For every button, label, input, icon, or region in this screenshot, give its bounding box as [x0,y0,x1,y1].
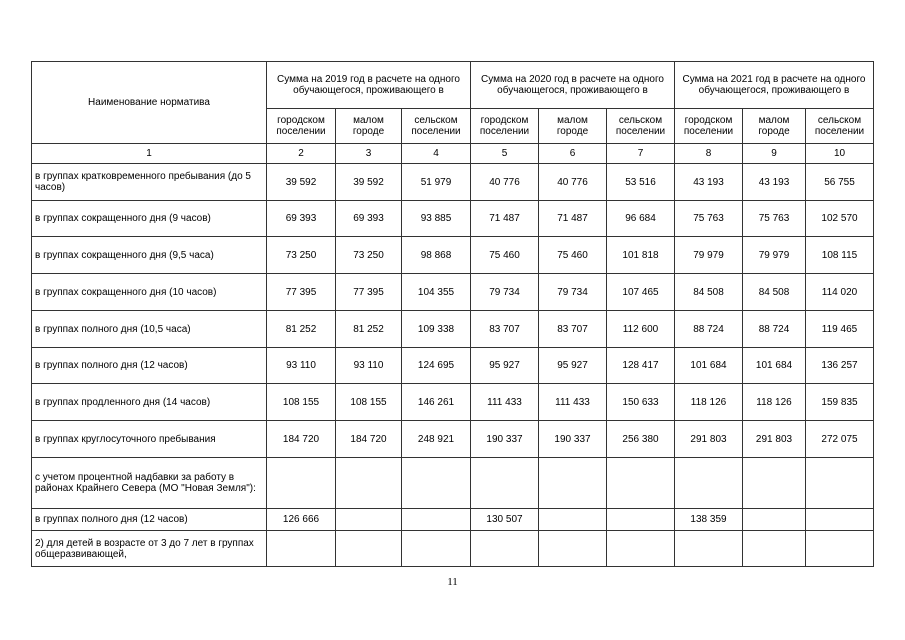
table-row [32,274,874,311]
header-sub-cell: малом городе [336,109,402,144]
value-cell: 98 868 [402,237,471,274]
row-label: в группах полного дня (12 часов) [32,348,267,384]
value-cell [336,531,402,567]
header-sub-cell: малом городе [743,109,806,144]
header-sub-cell: городском поселении [675,109,743,144]
table-row [32,531,874,567]
value-cell: 109 338 [402,311,471,348]
value-cell: 73 250 [336,237,402,274]
value-cell: 75 763 [743,201,806,237]
value-cell: 108 115 [806,237,874,274]
row-label: в группах круглосуточного пребывания [32,421,267,458]
value-cell: 83 707 [539,311,607,348]
row-label: в группах сокращенного дня (9 часов) [32,201,267,237]
header-sub-cell: сельском поселении [402,109,471,144]
value-cell: 256 380 [607,421,675,458]
value-cell: 130 507 [471,509,539,531]
value-cell: 83 707 [471,311,539,348]
value-cell: 71 487 [471,201,539,237]
value-cell: 146 261 [402,384,471,421]
value-cell [471,531,539,567]
row-label: в группах сокращенного дня (9,5 часа) [32,237,267,274]
table-row [32,458,874,509]
table-row [32,421,874,458]
row-label: в группах продленного дня (14 часов) [32,384,267,421]
table-row [32,164,874,201]
table-row [32,311,874,348]
value-cell: 101 684 [743,348,806,384]
value-cell: 75 460 [471,237,539,274]
value-cell: 272 075 [806,421,874,458]
value-cell: 159 835 [806,384,874,421]
value-cell: 75 460 [539,237,607,274]
value-cell [607,509,675,531]
table-row [32,384,874,421]
value-cell [336,458,402,509]
value-cell [675,531,743,567]
value-cell: 96 684 [607,201,675,237]
value-cell: 84 508 [743,274,806,311]
value-cell [806,531,874,567]
value-cell [743,531,806,567]
value-cell: 88 724 [743,311,806,348]
value-cell: 128 417 [607,348,675,384]
value-cell: 102 570 [806,201,874,237]
value-cell: 81 252 [267,311,336,348]
row-label: в группах кратковременного пребывания (до 5 часов) [32,164,267,201]
header-name-col: Наименование норматива [32,62,267,144]
value-cell: 73 250 [267,237,336,274]
value-cell: 75 763 [675,201,743,237]
page-number: 11 [447,576,458,588]
row-label: с учетом процентной надбавки за работу в районах Крайнего Севера (МО "Новая Земля"): [32,458,267,509]
value-cell: 136 257 [806,348,874,384]
value-cell [806,509,874,531]
value-cell: 40 776 [471,164,539,201]
value-cell: 40 776 [539,164,607,201]
value-cell: 84 508 [675,274,743,311]
header-sub-cell: сельском поселении [806,109,874,144]
column-number-cell: 4 [402,144,471,164]
value-cell: 138 359 [675,509,743,531]
normative-table [31,61,874,567]
value-cell: 108 155 [336,384,402,421]
value-cell [336,509,402,531]
table-row [32,201,874,237]
value-cell [471,458,539,509]
value-cell: 119 465 [806,311,874,348]
value-cell: 43 193 [743,164,806,201]
header-sub-cell: городском поселении [471,109,539,144]
value-cell: 77 395 [267,274,336,311]
value-cell: 291 803 [675,421,743,458]
value-cell: 112 600 [607,311,675,348]
header-sub-cell: сельском поселении [607,109,675,144]
column-number-cell: 2 [267,144,336,164]
column-number-cell: 9 [743,144,806,164]
value-cell: 39 592 [336,164,402,201]
row-label: в группах полного дня (12 часов) [32,509,267,531]
value-cell: 190 337 [471,421,539,458]
value-cell [402,531,471,567]
value-cell: 101 818 [607,237,675,274]
header-sub-cell: малом городе [539,109,607,144]
value-cell: 118 126 [675,384,743,421]
value-cell: 56 755 [806,164,874,201]
value-cell: 108 155 [267,384,336,421]
value-cell: 69 393 [267,201,336,237]
value-cell: 111 433 [539,384,607,421]
header-group-2020: Сумма на 2020 год в расчете на одного обучающегося, проживающего в [471,62,675,109]
table-row [32,237,874,274]
value-cell [539,458,607,509]
value-cell: 93 110 [336,348,402,384]
row-label: в группах сокращенного дня (10 часов) [32,274,267,311]
value-cell [743,509,806,531]
header-group-2019: Сумма на 2019 год в расчете на одного обучающегося, проживающего в [267,62,471,109]
value-cell: 79 734 [539,274,607,311]
value-cell: 39 592 [267,164,336,201]
column-number-cell: 5 [471,144,539,164]
column-number-cell: 8 [675,144,743,164]
value-cell: 104 355 [402,274,471,311]
value-cell: 111 433 [471,384,539,421]
value-cell: 93 110 [267,348,336,384]
row-label: в группах полного дня (10,5 часа) [32,311,267,348]
value-cell [539,531,607,567]
value-cell: 79 979 [675,237,743,274]
value-cell [607,531,675,567]
value-cell: 79 979 [743,237,806,274]
value-cell [806,458,874,509]
column-number-cell: 10 [806,144,874,164]
value-cell: 291 803 [743,421,806,458]
table-row [32,509,874,531]
value-cell: 184 720 [336,421,402,458]
value-cell: 114 020 [806,274,874,311]
value-cell: 150 633 [607,384,675,421]
column-number-cell: 6 [539,144,607,164]
value-cell [267,458,336,509]
value-cell: 107 465 [607,274,675,311]
value-cell: 79 734 [471,274,539,311]
value-cell: 51 979 [402,164,471,201]
value-cell: 71 487 [539,201,607,237]
value-cell: 118 126 [743,384,806,421]
value-cell: 95 927 [539,348,607,384]
value-cell [607,458,675,509]
row-label: 2) для детей в возрасте от 3 до 7 лет в группах общеразвивающей, [32,531,267,567]
value-cell [675,458,743,509]
table-row [32,348,874,384]
value-cell [539,509,607,531]
header-group-2021: Сумма на 2021 год в расчете на одного обучающегося, проживающего в [675,62,874,109]
value-cell: 81 252 [336,311,402,348]
value-cell: 95 927 [471,348,539,384]
value-cell: 88 724 [675,311,743,348]
value-cell: 77 395 [336,274,402,311]
column-number-cell: 7 [607,144,675,164]
value-cell [743,458,806,509]
value-cell: 53 516 [607,164,675,201]
value-cell: 184 720 [267,421,336,458]
value-cell: 43 193 [675,164,743,201]
value-cell: 126 666 [267,509,336,531]
column-number-cell: 1 [32,144,267,164]
value-cell: 248 921 [402,421,471,458]
value-cell [402,509,471,531]
column-number-cell: 3 [336,144,402,164]
value-cell: 69 393 [336,201,402,237]
value-cell: 124 695 [402,348,471,384]
value-cell [402,458,471,509]
value-cell: 93 885 [402,201,471,237]
value-cell: 190 337 [539,421,607,458]
header-sub-cell: городском поселении [267,109,336,144]
value-cell [267,531,336,567]
value-cell: 101 684 [675,348,743,384]
